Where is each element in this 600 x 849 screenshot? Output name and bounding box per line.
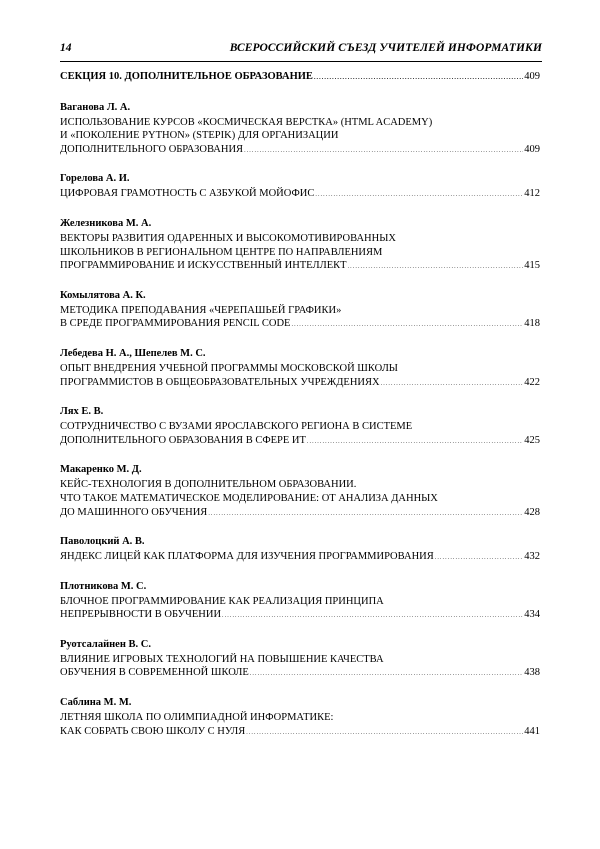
entry-title-line bbox=[60, 653, 540, 667]
dot-leader bbox=[348, 259, 524, 275]
entry-title-line bbox=[60, 232, 540, 246]
entry-title-line bbox=[60, 608, 540, 622]
toc-entry[interactable] bbox=[60, 535, 540, 564]
dot-leader bbox=[381, 376, 524, 392]
entry-title-text: ПРОГРАММИСТОВ В ОБЩЕОБРАЗОВАТЕЛЬНЫХ УЧРЕЖДЕНИЯХ bbox=[60, 376, 380, 388]
entry-title-text: ВЕКТОРЫ РАЗВИТИЯ ОДАРЕННЫХ И ВЫСОКОМОТИВИРОВАННЫХ bbox=[60, 232, 396, 244]
entry-title-text: КЕЙС-ТЕХНОЛОГИЯ В ДОПОЛНИТЕЛЬНОМ ОБРАЗОВАНИИ. bbox=[60, 479, 357, 491]
dot-leader bbox=[307, 434, 523, 450]
entry-title-line bbox=[60, 725, 540, 739]
entry-title-line bbox=[60, 550, 540, 564]
dot-leader bbox=[250, 666, 523, 682]
toc-entry[interactable] bbox=[60, 405, 540, 447]
entry-author: Макаренко М. Д. bbox=[60, 464, 142, 476]
entry-title-text: ИСПОЛЬЗОВАНИЕ КУРСОВ «КОСМИЧЕСКАЯ ВЕРСТКА» (HTML ACADEMY) bbox=[60, 116, 433, 128]
entry-title-text: ШКОЛЬНИКОВ В РЕГИОНАЛЬНОМ ЦЕНТРЕ ПО НАПРАВЛЕНИЯМ bbox=[60, 246, 383, 258]
entry-title-text: КАК СОБРАТЬ СВОЮ ШКОЛУ С НУЛЯ bbox=[60, 725, 246, 737]
entry-page-number: 418 bbox=[524, 318, 540, 330]
dot-leader bbox=[314, 70, 523, 86]
entry-page-number: 425 bbox=[524, 434, 540, 446]
entry-author: Комылятова А. К. bbox=[60, 289, 146, 301]
entry-title-text: ЯНДЕКС ЛИЦЕЙ КАК ПЛАТФОРМА ДЛЯ ИЗУЧЕНИЯ ПРОГРАММИРОВАНИЯ bbox=[60, 551, 434, 563]
toc-entry[interactable] bbox=[60, 347, 540, 389]
entry-page-number: 428 bbox=[524, 506, 540, 518]
dot-leader bbox=[291, 317, 523, 333]
entry-title-text: И «ПОКОЛЕНИЕ PYTHON» (STEPIK) ДЛЯ ОРГАНИЗАЦИИ bbox=[60, 130, 339, 142]
entry-author: Горелова А. И. bbox=[60, 173, 130, 185]
dot-leader bbox=[222, 608, 523, 624]
entry-page-number: 441 bbox=[524, 725, 540, 737]
entry-title-text: БЛОЧНОЕ ПРОГРАММИРОВАНИЕ КАК РЕАЛИЗАЦИЯ ПРИНЦИПА bbox=[60, 595, 384, 607]
dot-leader bbox=[315, 187, 523, 203]
entry-title-text: ЦИФРОВАЯ ГРАМОТНОСТЬ С АЗБУКОЙ МОЙОФИС bbox=[60, 188, 315, 200]
entry-title-text: ОПЫТ ВНЕДРЕНИЯ УЧЕБНОЙ ПРОГРАММЫ МОСКОВСКОЙ ШКОЛЫ bbox=[60, 362, 398, 374]
entry-page-number: 415 bbox=[524, 260, 540, 272]
entry-title-text: В СРЕДЕ ПРОГРАММИРОВАНИЯ PENCIL CODE bbox=[60, 318, 291, 330]
entry-title-text: НЕПРЕРЫВНОСТИ В ОБУЧЕНИИ bbox=[60, 609, 222, 621]
entry-page-number: 432 bbox=[524, 551, 540, 563]
table-of-contents bbox=[60, 70, 540, 754]
entry-title-line bbox=[60, 246, 540, 260]
entry-title-line bbox=[60, 259, 540, 273]
header-rule bbox=[60, 61, 542, 62]
dot-leader bbox=[244, 143, 523, 159]
entry-author: Ваганова Л. А. bbox=[60, 101, 131, 113]
entry-title-line bbox=[60, 711, 540, 725]
entry-title-text: ВЛИЯНИЕ ИГРОВЫХ ТЕХНОЛОГИЙ НА ПОВЫШЕНИЕ КАЧЕСТВА bbox=[60, 653, 384, 665]
dot-leader bbox=[246, 725, 523, 741]
toc-entry[interactable] bbox=[60, 289, 540, 331]
entry-title-text: МЕТОДИКА ПРЕПОДАВАНИЯ «ЧЕРЕПАШЬЕЙ ГРАФИКИ» bbox=[60, 304, 342, 316]
entry-title-line bbox=[60, 304, 540, 318]
entry-title-line bbox=[60, 666, 540, 680]
entry-author: Железникова М. А. bbox=[60, 217, 152, 229]
toc-entry[interactable] bbox=[60, 580, 540, 622]
entry-title-line bbox=[60, 129, 540, 143]
entry-author: Руотсалайнен В. С. bbox=[60, 638, 151, 650]
entry-title-text: СОТРУДНИЧЕСТВО С ВУЗАМИ ЯРОСЛАВСКОГО РЕГИОНА В СИСТЕМЕ bbox=[60, 421, 413, 433]
entry-title-line bbox=[60, 506, 540, 520]
entry-title-text: ДОПОЛНИТЕЛЬНОГО ОБРАЗОВАНИЯ В СФЕРЕ ИТ bbox=[60, 434, 306, 446]
entry-title-line bbox=[60, 362, 540, 376]
entry-page-number: 409 bbox=[524, 143, 540, 155]
entry-title-line bbox=[60, 478, 540, 492]
entry-author: Саблина М. М. bbox=[60, 697, 132, 709]
entry-author: Плотникова М. С. bbox=[60, 580, 147, 592]
entry-author: Паволоцкий А. В. bbox=[60, 536, 145, 548]
entry-title-line bbox=[60, 420, 540, 434]
toc-entry[interactable] bbox=[60, 463, 540, 519]
entry-page-number: 422 bbox=[524, 376, 540, 388]
entry-title-line bbox=[60, 434, 540, 448]
entry-page-number: 438 bbox=[524, 667, 540, 679]
section-title: СЕКЦИЯ 10. ДОПОЛНИТЕЛЬНОЕ ОБРАЗОВАНИЕ bbox=[60, 71, 313, 82]
toc-entry[interactable] bbox=[60, 172, 540, 201]
toc-entry[interactable] bbox=[60, 638, 540, 680]
entry-title-line bbox=[60, 143, 540, 157]
toc-entry[interactable] bbox=[60, 696, 540, 738]
entry-title-text: ДОПОЛНИТЕЛЬНОГО ОБРАЗОВАНИЯ bbox=[60, 143, 244, 155]
entry-title-text: ПРОГРАММИРОВАНИЕ И ИСКУССТВЕННЫЙ ИНТЕЛЛЕКТ bbox=[60, 260, 347, 272]
entry-title-text: ДО МАШИННОГО ОБУЧЕНИЯ bbox=[60, 506, 208, 518]
entry-title-line bbox=[60, 116, 540, 130]
dot-leader bbox=[435, 550, 524, 566]
conference-title: ВСЕРОССИЙСКИЙ СЪЕЗД УЧИТЕЛЕЙ ИНФОРМАТИКИ bbox=[229, 42, 542, 54]
entry-title-text: ЧТО ТАКОЕ МАТЕМАТИЧЕСКОЕ МОДЕЛИРОВАНИЕ: ОТ АНАЛИЗА ДАННЫХ bbox=[60, 492, 438, 504]
entry-title-text: ЛЕТНЯЯ ШКОЛА ПО ОЛИМПИАДНОЙ ИНФОРМАТИКЕ: bbox=[60, 712, 334, 724]
entry-page-number: 434 bbox=[524, 609, 540, 621]
entry-author: Лебедева Н. А., Шепелев М. С. bbox=[60, 347, 206, 359]
page-number: 14 bbox=[60, 42, 72, 54]
section-heading bbox=[60, 70, 540, 84]
entry-author: Лях Е. В. bbox=[60, 406, 104, 418]
entry-title-line bbox=[60, 595, 540, 609]
running-header bbox=[60, 42, 542, 58]
entry-title-line bbox=[60, 492, 540, 506]
dot-leader bbox=[208, 506, 523, 522]
entry-title-line bbox=[60, 317, 540, 331]
entry-title-line bbox=[60, 376, 540, 390]
section-page: 409 bbox=[524, 71, 540, 82]
entry-title-text: ОБУЧЕНИЯ В СОВРЕМЕННОЙ ШКОЛЕ bbox=[60, 667, 249, 679]
toc-entry[interactable] bbox=[60, 217, 540, 273]
entry-page-number: 412 bbox=[524, 188, 540, 200]
toc-entry[interactable] bbox=[60, 101, 540, 157]
entry-title-line bbox=[60, 187, 540, 201]
toc-entries bbox=[60, 101, 540, 739]
